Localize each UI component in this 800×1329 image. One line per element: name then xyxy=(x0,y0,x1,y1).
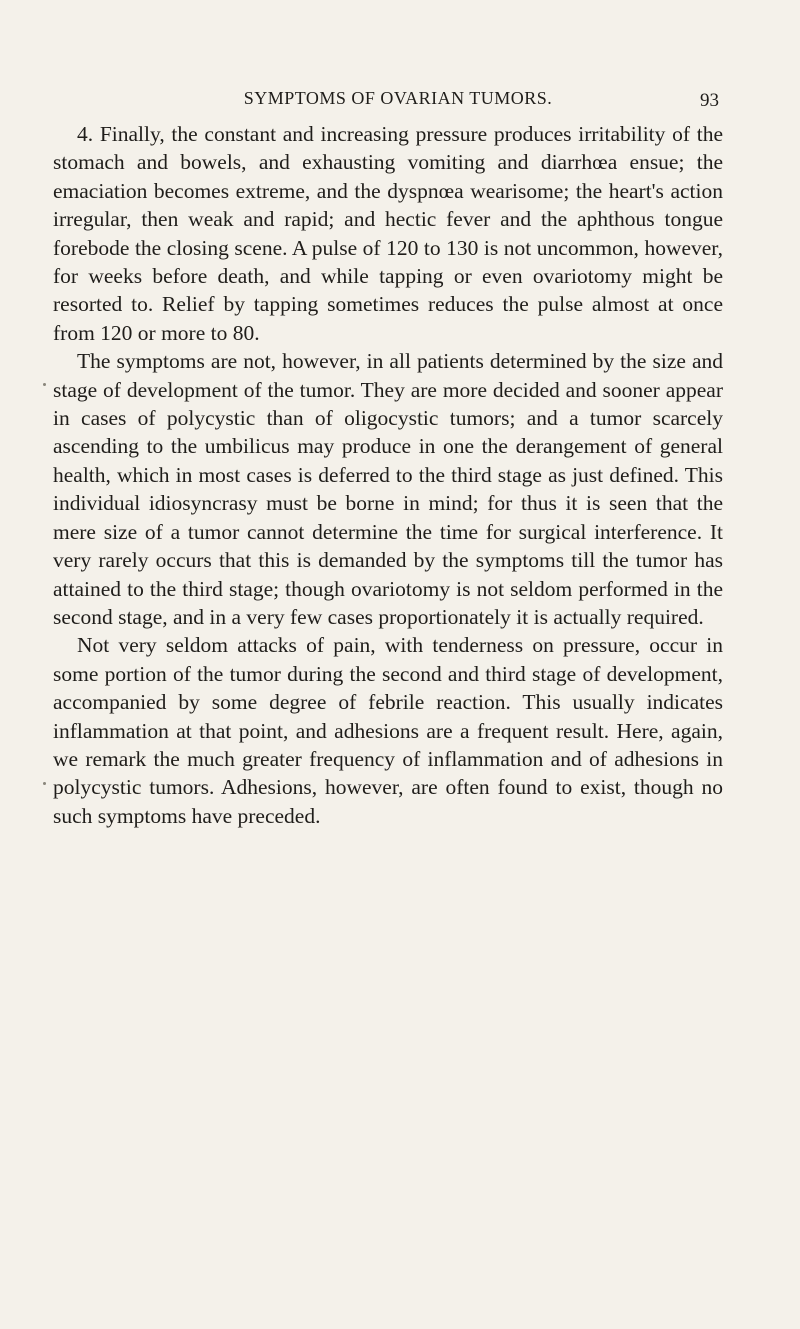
body-text xyxy=(53,120,723,830)
running-head-title: SYMPTOMS OF OVARIAN TUMORS. xyxy=(243,88,553,108)
paragraph-2: The symptoms are not, however, in all patients determined by the size and stage of development of the tumor. They are more decided and sooner appear in cases of polycystic than of oligocystic tumors; and a tumor scarcely ascending to the umbilicus may produce in one the derangement of general health, which in most cases is deferred to the third stage as just defined. This individual idiosyncrasy must be borne in mind; for thus it is seen that the mere size of a tumor cannot determine the time for surgical interference. It very rarely occurs that this is demanded by the symptoms till the tumor has attained to the third stage; though ovariotomy is not seldom performed in the second stage, and in a very few cases proportionately it is actually required. xyxy=(53,349,723,629)
page-number: 93 xyxy=(700,90,719,111)
paragraph-3: Not very seldom attacks of pain, with tenderness on pressure, occur in some portion of the tumor during the second and third stage of development, accompanied by some degree of febrile reaction. This usually indicates inflammation at that point, and adhesions are a frequent result. Here, again, we remark the much greater frequency of inflammation and of adhesions in polycystic tumors. Adhesions, however, are often found to exist, though no such symptoms have preceded. xyxy=(53,633,723,828)
margin-speck xyxy=(43,383,46,386)
paragraph-1: 4. Finally, the constant and increasing pressure produces irritability of the stomach and bowels, and exhausting vomiting and diarrhœa ensue; the emaciation becomes extreme, and the dyspnœa wearisome; the heart's action irregular, then weak and rapid; and hectic fever and the aphthous tongue forebode the closing scene. A pulse of 120 to 130 is not uncommon, however, for weeks before death, and while tapping or even ovariotomy might be resorted to. Relief by tapping sometimes reduces the pulse almost at once from 120 or more to 80. xyxy=(53,122,723,345)
margin-speck xyxy=(43,782,46,785)
